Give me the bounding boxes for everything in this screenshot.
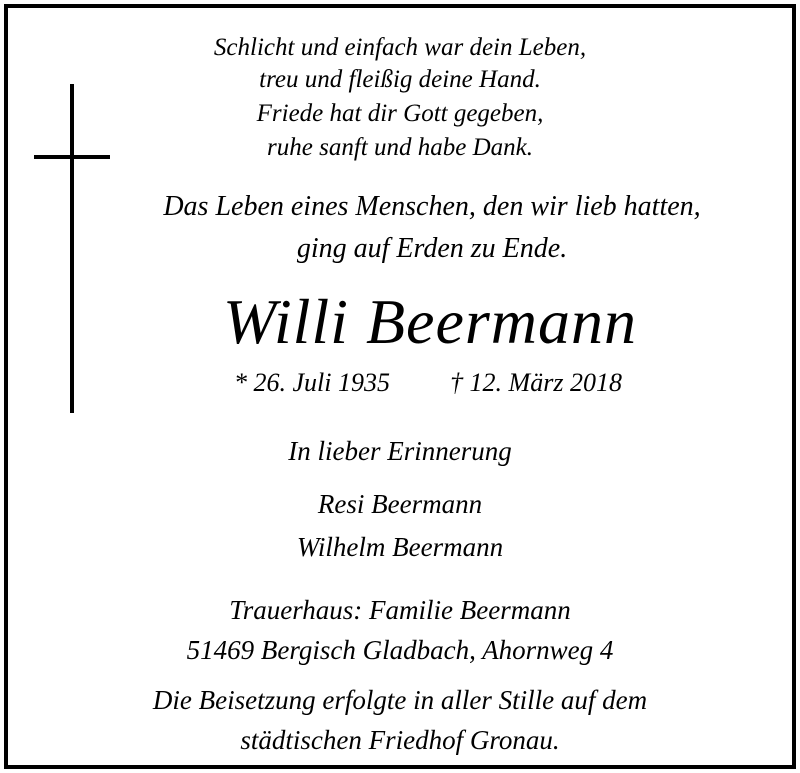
- cross-icon-vertical: [70, 84, 74, 413]
- mourning-house-address: 51469 Bergisch Gladbach, Ahornweg 4: [186, 635, 614, 665]
- burial-line-2: städtischen Friedhof Gronau.: [240, 725, 560, 755]
- deceased-name: Willi Beermann: [223, 286, 637, 357]
- cross-icon-horizontal: [34, 155, 110, 159]
- poem-line-1: Schlicht und einfach war dein Leben,: [213, 34, 587, 61]
- intro-line-1: Das Leben eines Menschen, den wir lieb hatten,: [163, 191, 701, 222]
- burial-line-1: Die Beisetzung erfolgte in aller Stille auf dem: [152, 685, 648, 715]
- poem-line-3: Friede hat dir Gott gegeben,: [256, 100, 544, 127]
- intro-line-2: ging auf Erden zu Ende.: [296, 233, 568, 264]
- remembrance-heading: In lieber Erinnerung: [288, 436, 512, 466]
- mourner-1: Resi Beermann: [317, 489, 483, 519]
- mourner-2: Wilhelm Beermann: [296, 532, 504, 562]
- death-date: † 12. März 2018: [450, 368, 622, 397]
- poem-line-2: treu und fleißig deine Hand.: [259, 66, 541, 93]
- poem-line-4: ruhe sanft und habe Dank.: [267, 134, 533, 161]
- birth-date: * 26. Juli 1935: [234, 368, 390, 397]
- mourning-house: Trauerhaus: Familie Beermann: [229, 595, 571, 625]
